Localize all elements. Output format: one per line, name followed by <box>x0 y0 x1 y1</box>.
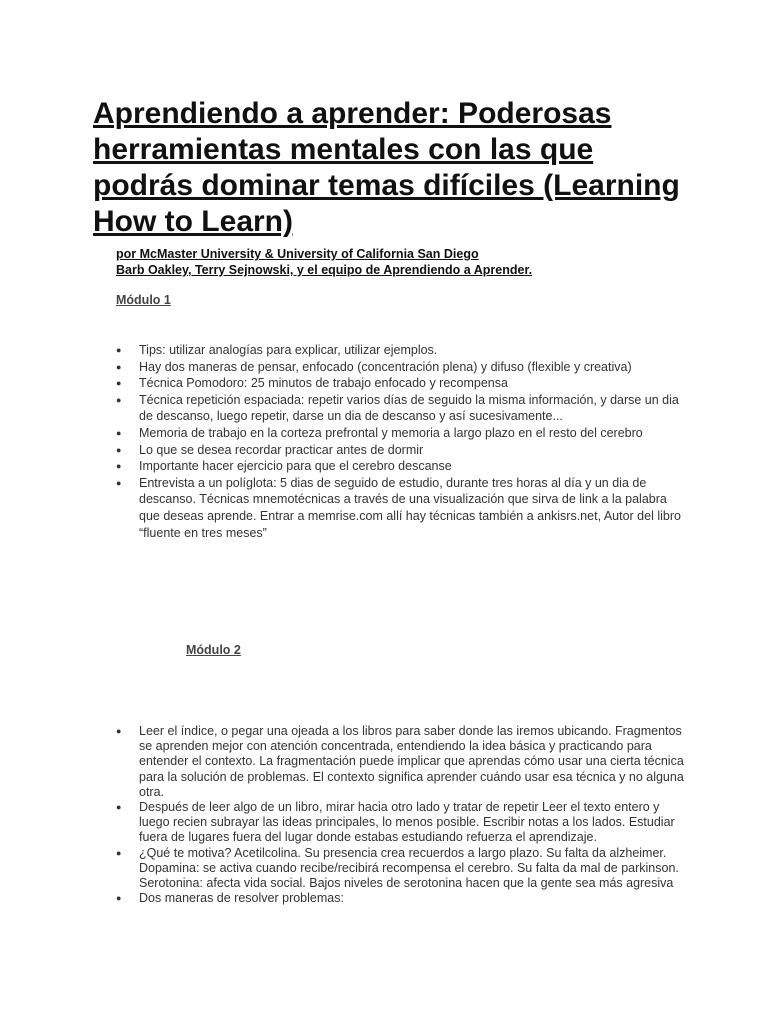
list-item: ● ¿Qué te motiva? Acetilcolina. Su presencia crea recuerdos a largo plazo. Su falta da alzheimer. Dopamina: se activa cuando recibe/recibirá recompensa el cerebro. Su falta da mal de parkinson. Serotonina: afecta vida social. Bajos niveles de serotonina hacen que la gente sea más agresiva <box>116 846 686 892</box>
list-item: ● Importante hacer ejercicio para que el cerebro descanse <box>116 458 686 475</box>
list-item: ● Dos maneras de resolver problemas: <box>116 891 686 906</box>
list-item: ● Entrevista a un políglota: 5 dias de seguido de estudio, durante tres horas al día y un dia de descanso. Técnicas mnemotécnicas a través de una visualización que sirva de link a la palabra que deseas aprende. Entrar a memrise.com allí hay técnicas también a ankisrs.net, Autor del libro “fluente en tres meses” <box>116 475 686 541</box>
module-2-list <box>116 724 686 906</box>
module-1-heading: Módulo 1 <box>116 293 171 307</box>
list-item: ● Leer el índice, o pegar una ojeada a los libros para saber donde las iremos ubicando. Fragmentos se aprenden mejor con atención concentrada, entendiendo la idea básica y practicando para entender el contexto. La fragmentación puede implicar que aprendas cómo usar una cierta técnica para la solución de problemas. El contexto significa aprender cuándo usar esa técnica y no alguna otra. <box>116 724 686 800</box>
list-item: ● Lo que se desea recordar practicar antes de dormir <box>116 442 686 459</box>
list-item: ● Tips: utilizar analogías para explicar, utilizar ejemplos. <box>116 342 686 359</box>
document-title: Aprendiendo a aprender: Poderosas herramientas mentales con las que podrás dominar temas difíciles (Learning How to Learn) <box>93 97 680 238</box>
list-item: ● Memoria de trabajo en la corteza prefrontal y memoria a largo plazo en el resto del cerebro <box>116 425 686 442</box>
list-item: ● Después de leer algo de un libro, mirar hacia otro lado y tratar de repetir Leer el texto entero y luego recien subrayar las ideas principales, lo menos posible. Escribir notas a los lados. Estudiar fuera de lugares fuera del lugar donde estabas estudiando refuerza el aprendizaje. <box>116 800 686 846</box>
list-item: ● Técnica repetición espaciada: repetir varios días de seguido la misma información, y darse un dia de descanso, luego repetir, darse un dia de descanso y así sucesivamente... <box>116 392 686 425</box>
byline-authors: Barb Oakley, Terry Sejnowski, y el equipo de Aprendiendo a Aprender. <box>116 263 533 277</box>
byline-institutions: por McMaster University & University of California San Diego <box>116 247 479 261</box>
module-2-heading: Módulo 2 <box>186 643 241 657</box>
list-item: ● Técnica Pomodoro: 25 minutos de trabajo enfocado y recompensa <box>116 375 686 392</box>
module-1-list <box>116 342 686 541</box>
byline <box>116 246 532 278</box>
list-item: ● Hay dos maneras de pensar, enfocado (concentración plena) y difuso (flexible y creativa) <box>116 359 686 376</box>
